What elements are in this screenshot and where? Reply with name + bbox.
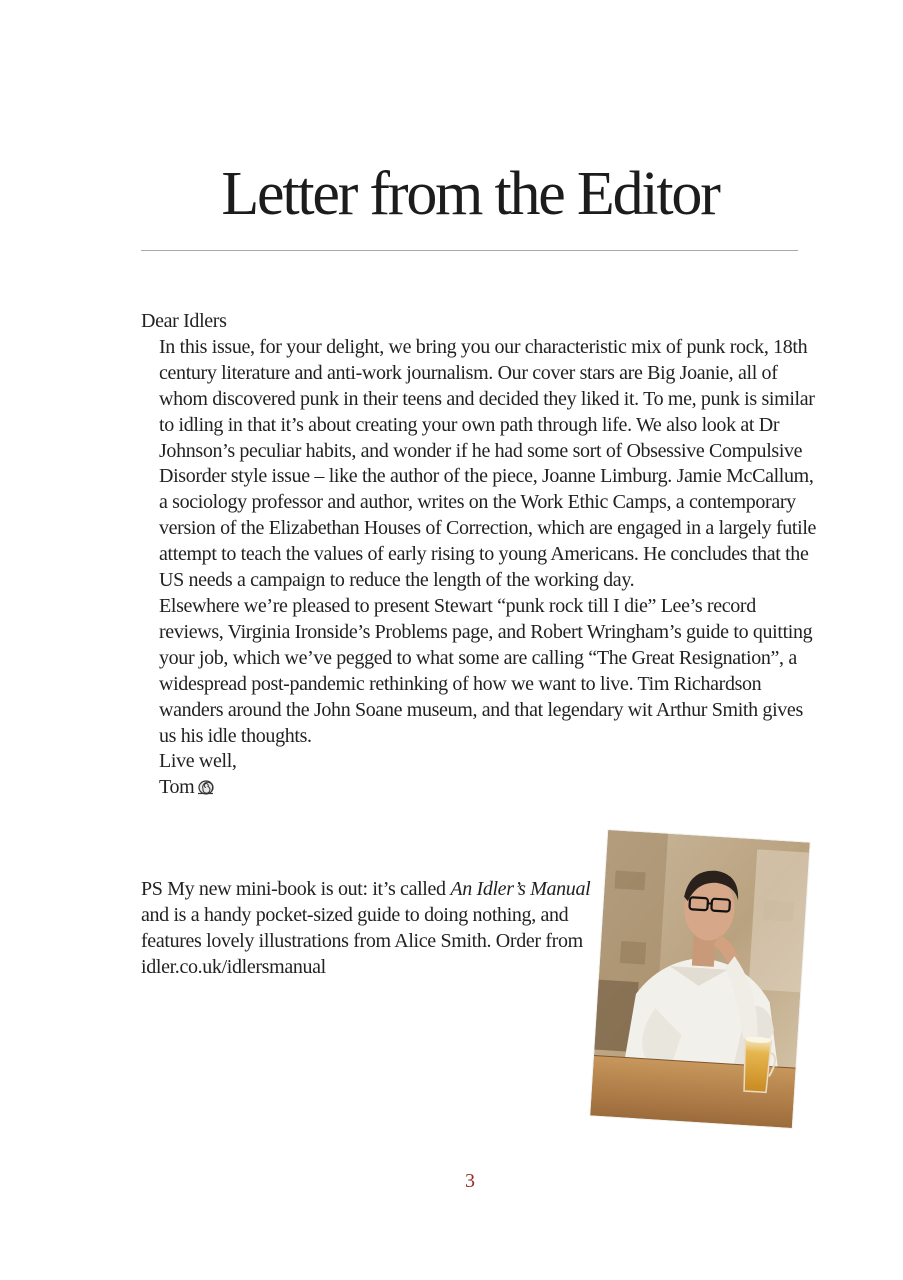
signature-name: Tom — [159, 776, 195, 799]
book-title: An Idler’s Manual — [450, 878, 591, 900]
postscript — [141, 876, 601, 980]
postscript-rest: and is a handy pocket-sized guide to doing nothing, and features lovely illustrations from Alice Smith. Order from idler.co.uk/idlersmanual — [141, 904, 583, 978]
salutation: Dear Idlers — [141, 310, 227, 332]
letter-paragraph-2: Elsewhere we’re pleased to present Stewart “punk rock till I die” Lee’s record reviews, Virginia Ironside’s Problems page, and Robert Wringham’s guide to quitting your job, which we’ve pegged to what some are calling “The Great Resignation”, a widespread post-pandemic rethinking of how we want to live. Tim Richardson wanders around the John Soane museum, and that legendary wit Arthur Smith gives us his idle thoughts. — [159, 594, 813, 747]
letter-paragraph-1: In this issue, for your delight, we bring you our characteristic mix of punk rock, 18th century literature and anti-work journalism. Our cover stars are Big Joanie, all of whom discovered punk in their teens and decided they liked it. To me, punk is similar to idling in that it’s about creating your own path through life. We also look at Dr Johnson’s peculiar habits, and wonder if he had some sort of Obsessive Compulsive Disorder style issue – like the author of the piece, Joanne Limburg. Jamie McCallum, a sociology professor and author, writes on the Work Ethic Camps, a contemporary version of the Elizabethan Houses of Correction, which are engaged in a largely futile attempt to teach the values of early rising to young Americans. He concludes that the US needs a campaign to reduce the length of the working day. — [159, 335, 817, 592]
editor-portrait-photo — [590, 830, 810, 1128]
page-number: 3 — [465, 1170, 475, 1192]
letter-body — [141, 309, 821, 801]
snail-icon — [197, 777, 214, 792]
page-title: Letter from the Editor — [221, 160, 719, 228]
postscript-lead: PS My new mini-book is out: it’s called — [141, 878, 451, 900]
letter-closing: Live well, — [159, 750, 237, 773]
signature-line — [141, 775, 821, 801]
title-divider — [141, 250, 798, 251]
